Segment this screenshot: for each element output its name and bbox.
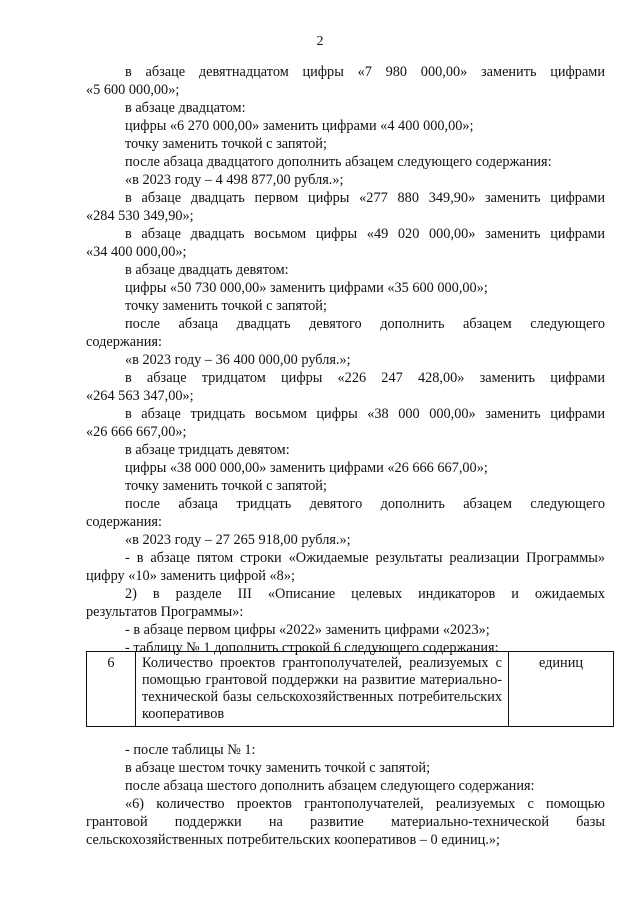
- paragraph-line: «в 2023 году – 36 400 000,00 рубля.»;: [125, 352, 351, 368]
- paragraph-line: в абзаце тридцать девятом:: [125, 442, 290, 458]
- paragraph-line: содержания:: [86, 514, 162, 530]
- paragraph-line: «6) количество проектов грантополучателей, реализуемых с помощью: [125, 796, 605, 812]
- paragraph-line: в абзаце двадцатом:: [125, 100, 246, 116]
- table-row: [87, 652, 614, 727]
- paragraph-line: «в 2023 году – 4 498 877,00 рубля.»;: [125, 172, 344, 188]
- paragraph-line: после абзаца двадцать девятого дополнить абзацем следующего: [125, 316, 605, 332]
- paragraph-line: в абзаце тридцать восьмом цифры «38 000 000,00» заменить цифрами: [125, 406, 605, 422]
- paragraph-line: точку заменить точкой с запятой;: [125, 298, 327, 314]
- paragraph-line: после абзаца двадцатого дополнить абзацем следующего содержания:: [125, 154, 552, 170]
- unit-cell: единиц: [509, 652, 614, 727]
- paragraph-line: в абзаце двадцать восьмом цифры «49 020 000,00» заменить цифрами: [125, 226, 605, 242]
- paragraph-line: - после таблицы № 1:: [125, 742, 256, 758]
- paragraph-line: цифры «50 730 000,00» заменить цифрами «35 600 000,00»;: [125, 280, 488, 296]
- paragraph-line: в абзаце шестом точку заменить точкой с запятой;: [125, 760, 431, 776]
- paragraph-line: после абзаца тридцать девятого дополнить абзацем следующего: [125, 496, 605, 512]
- paragraph-line: после абзаца шестого дополнить абзацем следующего содержания:: [125, 778, 535, 794]
- paragraph-line: грантовой поддержки на развитие материально-технической базы: [86, 814, 605, 830]
- description-cell: Количество проектов грантополучателей, реализуемых с помощью грантовой поддержки на развитие материально-технической базы сельскохозяйственных потребительских кооперативов: [136, 652, 509, 727]
- paragraph-line: цифру «10» заменить цифрой «8»;: [86, 568, 295, 584]
- paragraph-line: цифры «38 000 000,00» заменить цифрами «26 666 667,00»;: [125, 460, 488, 476]
- paragraph-line: - таблицу № 1 дополнить строкой 6 следующего содержания:: [125, 640, 499, 656]
- paragraph-line: в абзаце двадцать первом цифры «277 880 349,90» заменить цифрами: [125, 190, 605, 206]
- indicators-table: [86, 651, 614, 727]
- paragraph-line: «34 400 000,00»;: [86, 244, 187, 260]
- paragraph-line: в абзаце девятнадцатом цифры «7 980 000,00» заменить цифрами: [125, 64, 605, 80]
- paragraph-line: сельскохозяйственных потребительских кооперативов – 0 единиц.»;: [86, 832, 500, 848]
- paragraph-line: - в абзаце первом цифры «2022» заменить цифрами «2023»;: [125, 622, 490, 638]
- paragraph-line: точку заменить точкой с запятой;: [125, 478, 327, 494]
- paragraph-line: «264 563 347,00»;: [86, 388, 194, 404]
- row-number-cell: 6: [87, 652, 136, 727]
- paragraph-line: содержания:: [86, 334, 162, 350]
- paragraph-line: точку заменить точкой с запятой;: [125, 136, 327, 152]
- paragraph-line: цифры «6 270 000,00» заменить цифрами «4 400 000,00»;: [125, 118, 474, 134]
- paragraph-line: результатов Программы»:: [86, 604, 244, 620]
- paragraph-line: «в 2023 году – 27 265 918,00 рубля.»;: [125, 532, 351, 548]
- paragraph-line: «5 600 000,00»;: [86, 82, 180, 98]
- page-number: 2: [316, 34, 324, 49]
- paragraph-line: - в абзаце пятом строки «Ожидаемые результаты реализации Программы»: [125, 550, 605, 566]
- paragraph-line: 2) в разделе III «Описание целевых индикаторов и ожидаемых: [125, 586, 605, 602]
- paragraph-line: в абзаце двадцать девятом:: [125, 262, 289, 278]
- paragraph-line: «284 530 349,90»;: [86, 208, 194, 224]
- paragraph-line: в абзаце тридцатом цифры «226 247 428,00» заменить цифрами: [125, 370, 605, 386]
- paragraph-line: «26 666 667,00»;: [86, 424, 187, 440]
